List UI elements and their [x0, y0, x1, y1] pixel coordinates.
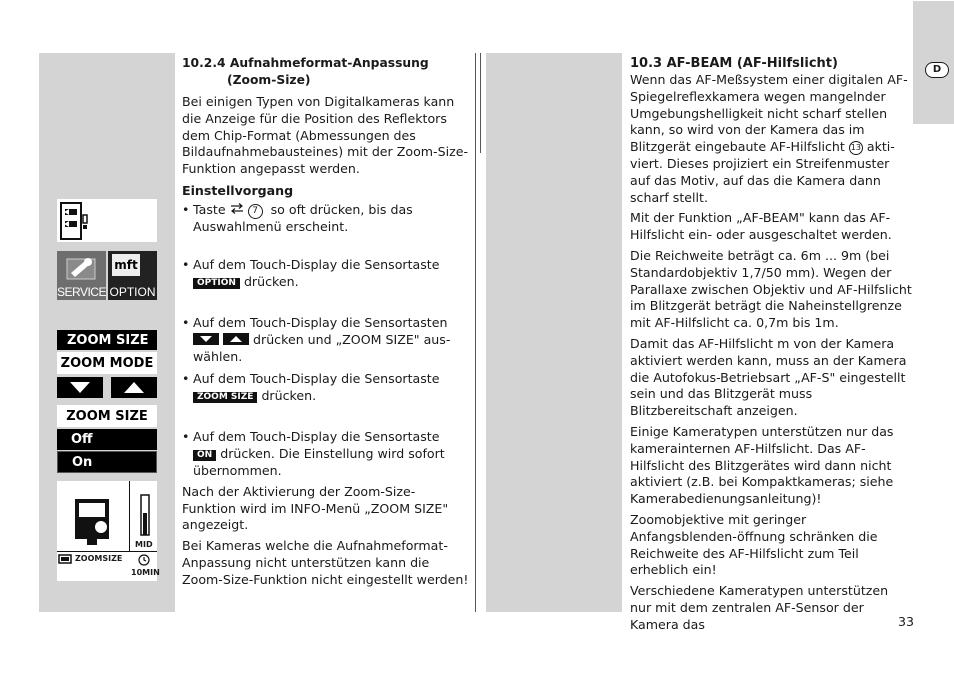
step-3-post: drücken und „ZOOM SIZE" aus-wählen. — [193, 332, 451, 364]
right-margin-panel — [486, 53, 622, 612]
down-arrow-chip — [193, 333, 219, 345]
key-number-badge: 7 — [248, 204, 263, 219]
flash-button-screen — [57, 199, 157, 242]
step-2-post: drücken. — [243, 273, 299, 289]
intro-paragraph: Bei einigen Typen von Digitalkameras kann die Anzeige für die Position des Reflektors dem Chip-Format (Abmessungen des Bildaufnahmebausteines) mit der Zoom-Size-Funktion angepasst werden. — [182, 94, 468, 177]
step-2 — [182, 257, 469, 291]
service-button[interactable] — [57, 251, 106, 300]
thermometer-icon — [135, 493, 155, 541]
mode-button-icon — [59, 201, 95, 241]
language-badge: D — [925, 62, 949, 78]
af-beam-p5: Einige Kameratypen unterstützen nur das kamerainternen AF-Hilfslicht. Das AF-Hilfslicht des Blitzgerätes wird dann nicht aktiviert (z.B. bei Kompaktkameras; siehe Kamerabedienungsanleitung)! — [630, 423, 894, 507]
step-5-post: drücken. Die Einstellung wird sofort übernommen. — [193, 446, 445, 478]
af-beam-p1 — [630, 72, 912, 206]
af-beam-p6: Zoomobjektive mit geringer Anfangsblenden-öffnung schränken die Reichweite des AF-Hilfslicht zum Teil erheblich ein! — [630, 511, 878, 578]
info-screen — [57, 481, 160, 581]
step-1 — [182, 202, 469, 236]
option-chip: OPTION — [193, 278, 240, 289]
info-divider-vertical — [129, 481, 130, 551]
mft-label: mft — [112, 254, 140, 276]
on-chip: ON — [193, 450, 216, 461]
zoom-size-icon — [58, 554, 72, 564]
reflector-zoom-icon — [57, 481, 127, 549]
step-1-post: so oft drücken, bis das Auswahlmenü erscheint. — [193, 201, 413, 234]
unsupported-paragraph: Bei Kameras welche die Aufnahmeformat-Anpassung nicht unterstützen kann die Zoom-Size-Funktion nicht eingestellt werden! — [182, 538, 469, 587]
af-beam-p2: Mit der Funktion „AF-BEAM" kann das AF-Hilfslicht ein- oder ausgeschaltet werden. — [630, 210, 892, 243]
triangle-down-icon — [57, 377, 103, 398]
clock-icon — [138, 554, 150, 566]
option-button[interactable] — [108, 251, 157, 300]
step-5 — [182, 429, 469, 479]
zoom-size-menu-item[interactable]: ZOOM SIZE — [57, 330, 157, 350]
left-text-column — [182, 55, 469, 589]
step-3-text: Auf dem Touch-Display die Sensortasten — [193, 315, 448, 331]
section-heading-line1: 10.2.4 Aufnahmeformat-Anpassung — [182, 56, 429, 70]
af-beam-p7: Verschiedene Kameratypen unterstützen nur mit dem zentralen AF-Sensor der Kamera das — [630, 583, 889, 632]
info-divider-horizontal — [57, 551, 157, 552]
on-option[interactable]: On — [57, 451, 157, 473]
page-number: 33 — [898, 614, 915, 629]
subheading: Einstellvorgang — [182, 182, 294, 198]
info-10min-label: 10MIN — [131, 568, 160, 577]
step-4-text: Auf dem Touch-Display die Sensortaste — [193, 370, 440, 386]
af-beam-p3: Die Reichweite beträgt ca. 6m ... 9m (bei Standardobjektiv 1,7/50 mm). Wegen der Parallaxe zwischen Objektiv und AF-Hilfslicht im Blitzgerät beträgt die Naheinstellgrenze mit AF-Hilfslicht ca. 0,7m bis 1m. — [630, 247, 912, 331]
step-2-text: Auf dem Touch-Display die Sensortaste — [193, 256, 440, 272]
section-heading-line2: (Zoom-Size) — [227, 72, 311, 87]
arrow-up-button[interactable] — [111, 377, 157, 398]
af-beam-p4: Damit das AF-Hilfslicht m von der Kamera aktiviert werden kann, muss an der Kamera die Autofokus-Betriebsart „AF-S" eingestellt sein und das Blitzgerät muss Blitzbereitschaft anzeigen. — [630, 335, 907, 419]
info-zoomsize-label: ZOOMSIZE — [75, 554, 123, 563]
af-beam-p1-text: Wenn das AF-Meßsystem einer digitalen AF-Spiegelreflexkamera wegen mangelnder Umgebungshelligkeit nicht scharf stellen kann, so wird von der Kamera das im Blitzgerät eingebaute AF-Hilfslicht — [630, 72, 908, 155]
option-label: OPTION — [109, 285, 156, 299]
wrench-icon — [61, 253, 101, 283]
step-5-text: Auf dem Touch-Display die Sensortaste — [193, 429, 440, 445]
info-mid-label: MID — [135, 540, 153, 549]
swap-arrows-icon — [230, 203, 244, 214]
center-divider — [480, 53, 481, 153]
off-option[interactable]: Off — [57, 429, 157, 450]
right-text-column — [630, 55, 915, 634]
arrow-down-button[interactable] — [57, 377, 103, 398]
activation-paragraph: Nach der Aktivierung der Zoom-Size-Funktion wird im INFO-Menü „ZOOM SIZE" angezeigt. — [182, 483, 449, 533]
step-1-pre: Taste — [193, 201, 226, 217]
zoom-size-title: ZOOM SIZE — [57, 405, 157, 427]
section-heading — [182, 55, 469, 88]
zoom-mode-menu-item[interactable]: ZOOM MODE — [57, 352, 157, 374]
service-label: SERVICE — [57, 285, 106, 299]
left-column-divider — [475, 53, 476, 612]
up-arrow-chip — [223, 333, 249, 345]
triangle-up-icon — [111, 377, 157, 398]
af-beam-p1-post: akti-viert. Dieses projiziert ein Streifenmuster auf das Motiv, auf das die Kamera dann scharf stellt. — [630, 139, 895, 205]
step-3 — [182, 315, 469, 365]
zoom-size-chip: ZOOM SIZE — [193, 392, 257, 403]
step-4 — [182, 371, 469, 405]
af-beam-heading: 10.3 AF-BEAM (AF-Hilfslicht) — [630, 56, 838, 71]
step-4-post: drücken. — [261, 387, 317, 403]
af-light-number-badge: 13 — [849, 141, 863, 155]
